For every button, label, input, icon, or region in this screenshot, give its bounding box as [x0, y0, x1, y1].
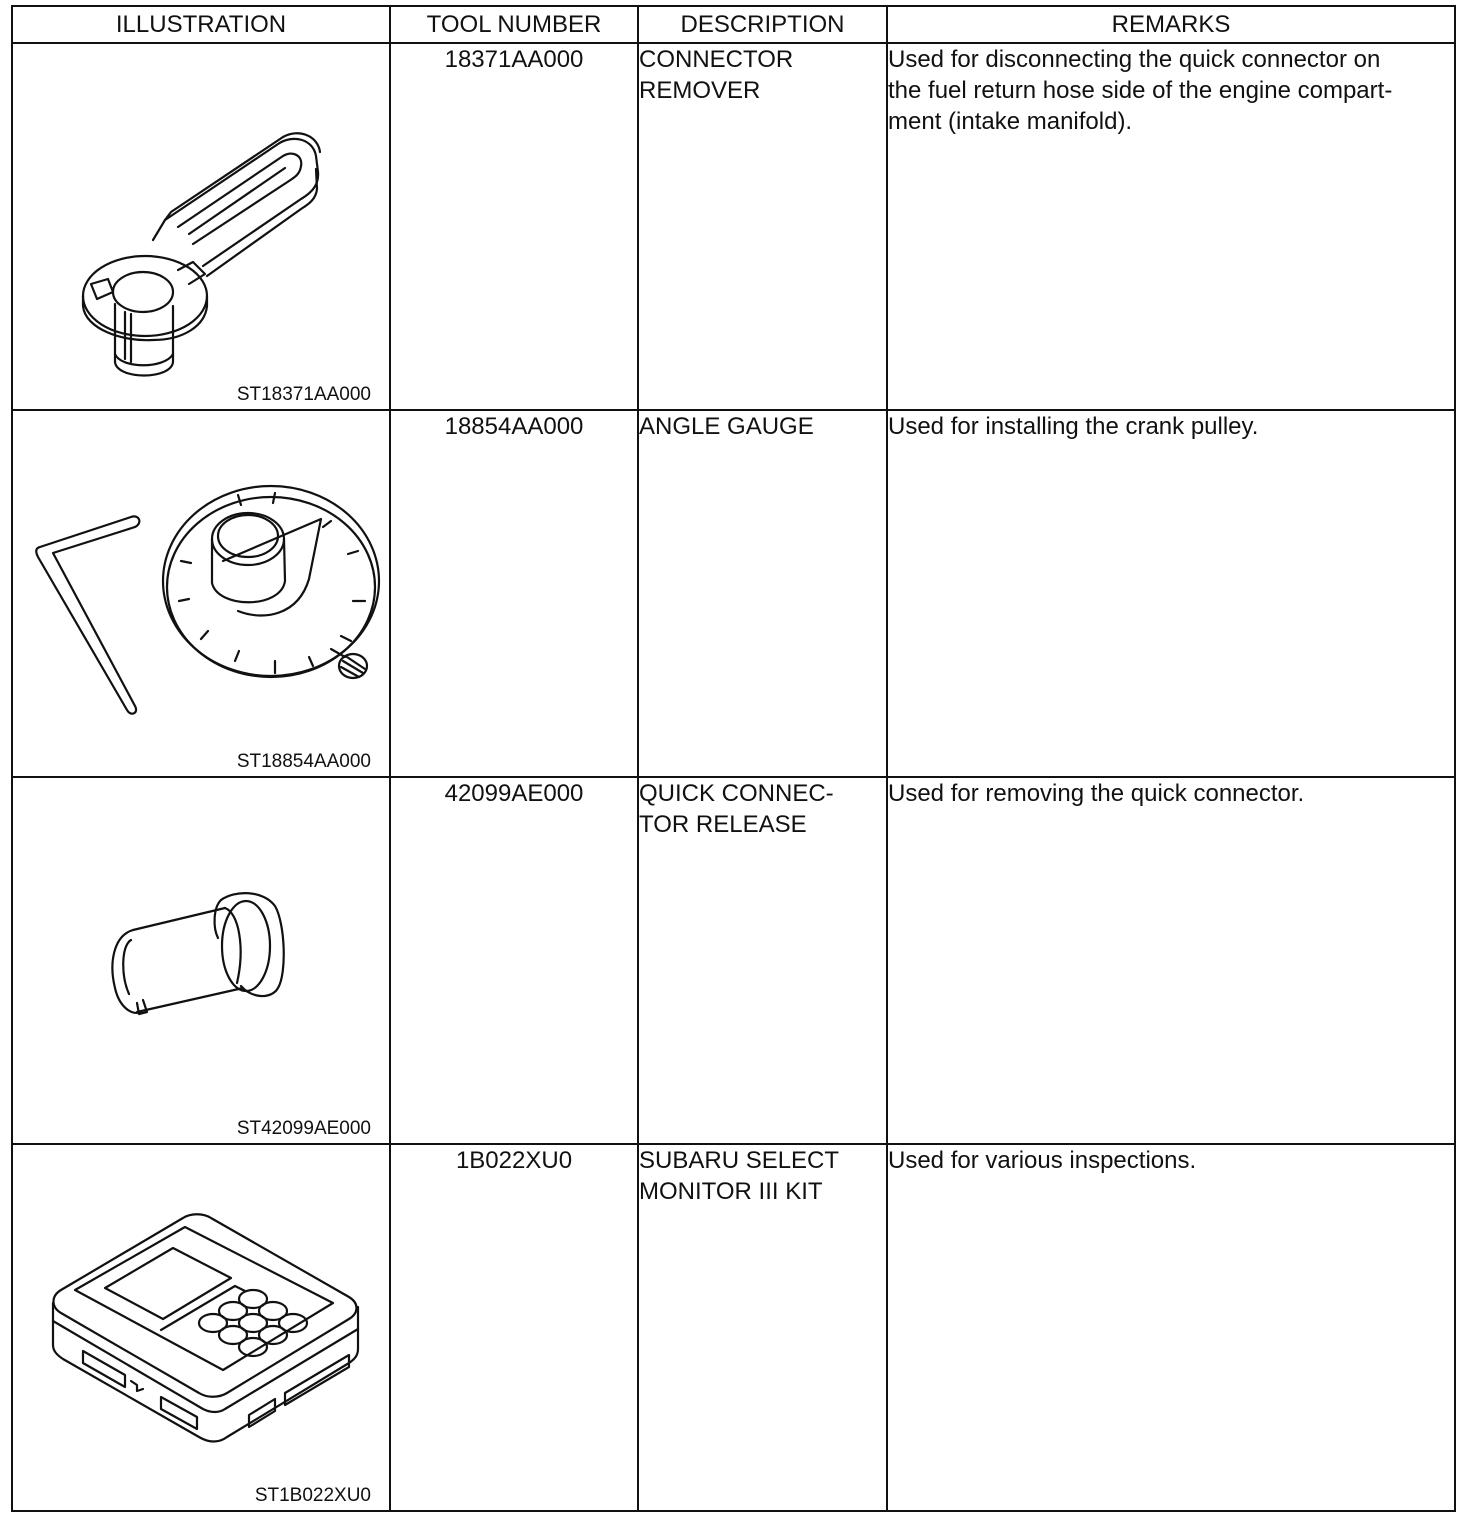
connector-remover-drawing — [13, 44, 391, 409]
remarks-cell: Used for disconnecting the quick connector on the fuel return hose side of the engine compart- ment (intake manifold). — [887, 43, 1455, 410]
tool-number-cell: 1B022XU0 — [390, 1144, 638, 1511]
illustration-code: ST1B022XU0 — [254, 1485, 371, 1506]
description-cell: SUBARU SELECT MONITOR III KIT — [638, 1144, 887, 1511]
illustration-code: ST42099AE000 — [236, 1118, 371, 1139]
remarks-cell: Used for removing the quick connector. — [887, 777, 1455, 1144]
illustration-code: ST18854AA000 — [236, 751, 371, 772]
illustration-cell — [12, 1144, 390, 1511]
table-row — [12, 777, 1455, 1144]
header-illustration: ILLUSTRATION — [12, 6, 390, 43]
table-row — [12, 410, 1455, 777]
quick-connector-release-drawing — [13, 778, 391, 1143]
illustration-code: ST18371AA000 — [236, 384, 371, 405]
description-cell: CONNECTOR REMOVER — [638, 43, 887, 410]
tool-number-cell: 42099AE000 — [390, 777, 638, 1144]
special-tools-table — [11, 5, 1456, 1512]
table-row — [12, 1144, 1455, 1511]
description-cell: QUICK CONNEC- TOR RELEASE — [638, 777, 887, 1144]
table-row — [12, 43, 1455, 410]
remarks-cell: Used for installing the crank pulley. — [887, 410, 1455, 777]
illustration-cell — [12, 777, 390, 1144]
header-remarks: REMARKS — [887, 6, 1455, 43]
tool-number-cell: 18371AA000 — [390, 43, 638, 410]
angle-gauge-drawing — [13, 411, 391, 776]
tool-number-cell: 18854AA000 — [390, 410, 638, 777]
header-description: DESCRIPTION — [638, 6, 887, 43]
illustration-cell — [12, 410, 390, 777]
remarks-cell: Used for various inspections. — [887, 1144, 1455, 1511]
illustration-cell — [12, 43, 390, 410]
description-cell: ANGLE GAUGE — [638, 410, 887, 777]
header-row — [12, 6, 1455, 43]
header-tool-number: TOOL NUMBER — [390, 6, 638, 43]
select-monitor-drawing — [13, 1145, 391, 1510]
